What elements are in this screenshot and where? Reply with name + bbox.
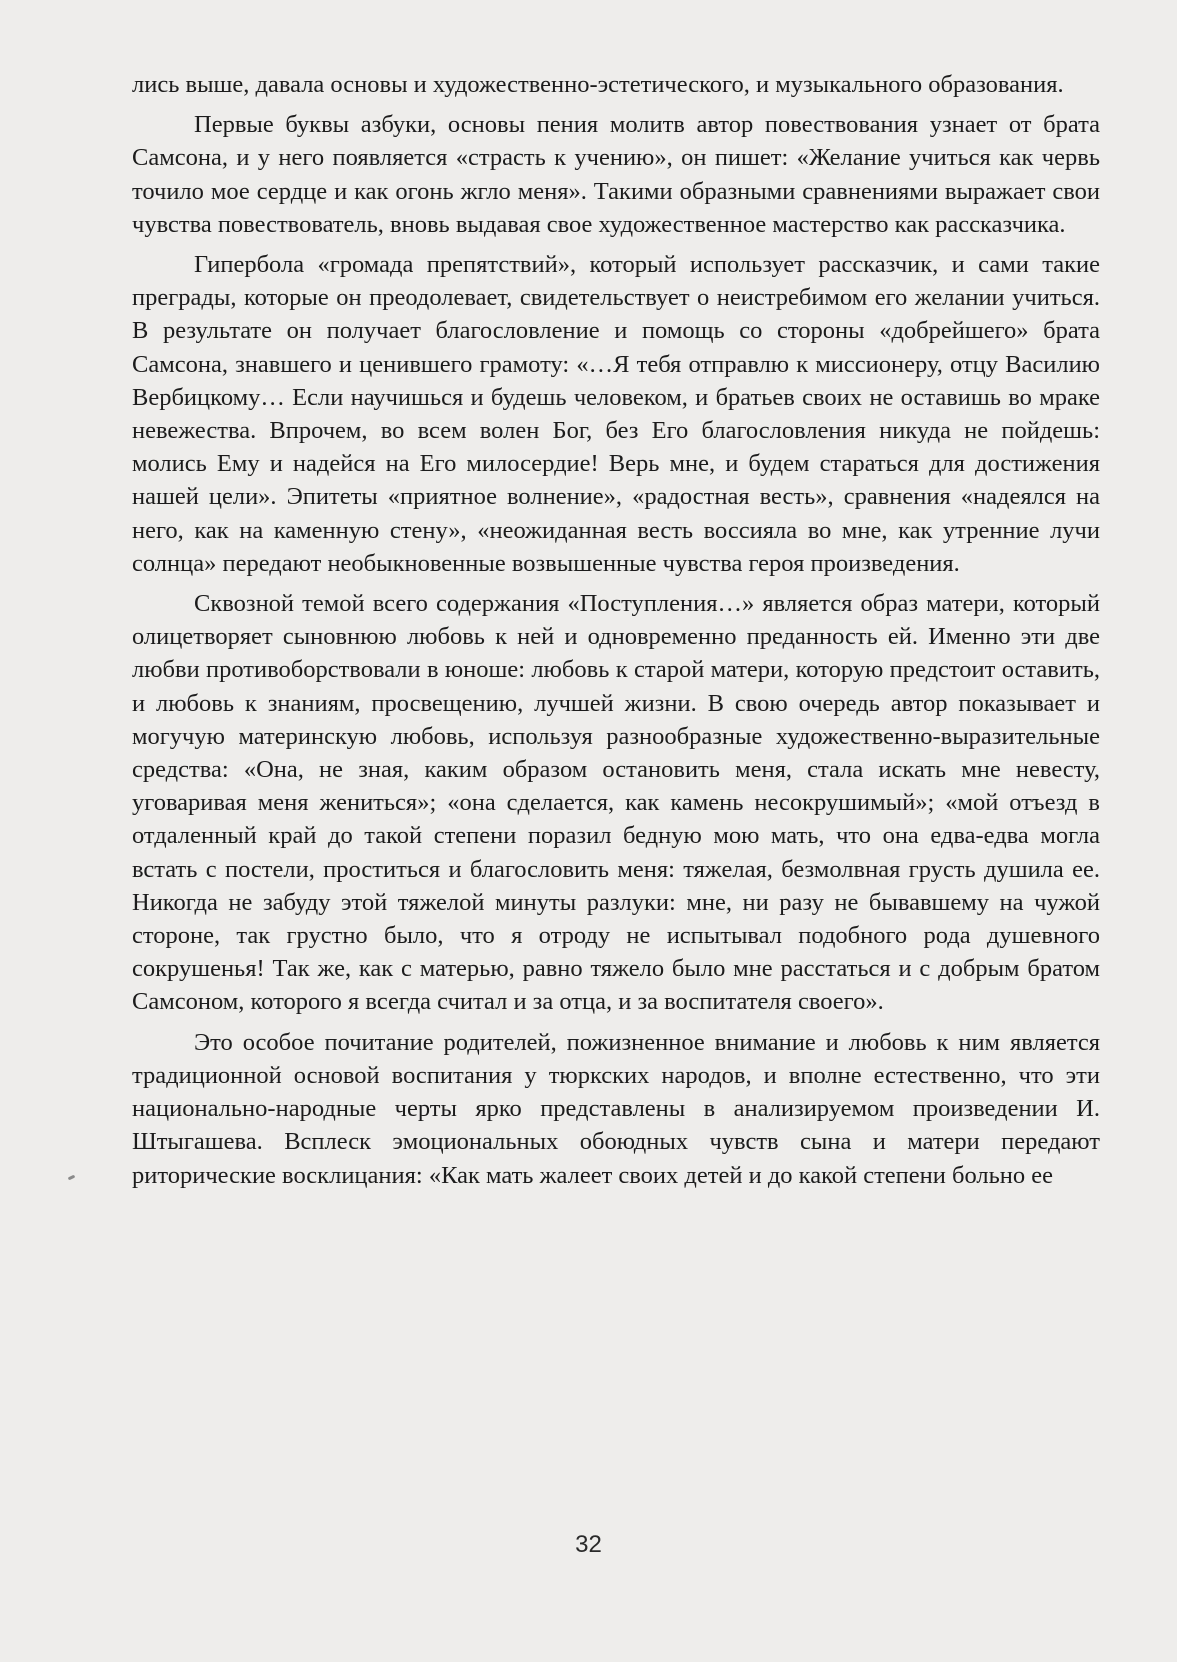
paragraph-3: Гипербола «громада препятствий», который использует рассказчик, и сами такие преграды, которые он преодолевает, свидетельствует о неистребимом его желании учиться. В результате он получает благословление и помощь со стороны «добрейшего» брата Самсона, знавшего и ценившего грамоту: «…Я тебя отправлю к миссионеру, отцу Василию Вербицкому… Если научишься и будешь человеком, и братьев своих не оставишь во мраке невежества. Впрочем, во всем волен Бог, без Его благословления никуда не пойдешь: молись Ему и надейся на Его милосердие! Верь мне, и будем стараться для достижения нашей цели». Эпитеты «приятное волнение», «радостная весть», сравнения «надеялся на него, как на каменную стену», «неожиданная весть воссияла во мне, как утренние лучи солнца» передают необыкновенные возвышенные чувства героя произведения. [132,251,1100,577]
paragraph-4: Сквозной темой всего содержания «Поступления…» является образ матери, который олицетворяет сыновнюю любовь к ней и одновременно преданность ей. Именно эти две любви противоборствовали в юноше: любовь к старой матери, которую предстоит оставить, и любовь к знаниям, просвещению, лучшей жизни. В свою очередь автор показывает и могучую материнскую любовь, используя разнообразные художественно-выразительные средства: «Она, не зная, каким образом остановить меня, стала искать мне невесту, уговаривая меня жениться»; «она сделается, как камень несокрушимый»; «мой отъезд в отдаленный край до такой степени поразил бедную мою мать, что она едва-едва могла встать с постели, проститься и благословить меня: тяжелая, безмолвная грусть душила ее. Никогда не забуду этой тяжелой минуты разлуки: мне, ни разу не бывавшему на чужой стороне, так грустно было, что я отроду не испытывал подобного рода душевного сокрушенья! Так же, как с матерью, равно тяжело было мне расстаться и с добрым братом Самсоном, которого я всегда считал и за отца, и за воспитателя своего». [132,590,1100,1016]
page-number: 32 [575,1531,602,1558]
paragraph-2: Первые буквы азбуки, основы пения молитв автор повествования узнает от брата Самсона, и у него появляется «страсть к учению», он пишет: «Желание учиться как червь точило мое сердце и как огонь жгло меня». Такими образными сравнениями выражает свои чувства повествователь, вновь выдавая свое художественное мастерство как рассказчика. [132,111,1100,238]
body-text [132,68,1100,1192]
paragraph-1: лись выше, давала основы и художественно-эстетического, и музыкального образования. [132,71,1064,98]
scan-speck [68,1175,76,1181]
paragraph-5: Это особое почитание родителей, пожизненное внимание и любовь к ним является традиционной основой воспитания у тюркских народов, и вполне естественно, что эти национально-народные черты ярко представлены в анализируемом произведении И. Штыгашева. Всплеск эмоциональных обоюдных чувств сына и матери передают риторические восклицания: «Как мать жалеет своих детей и до какой степени больно ее [132,1028,1100,1189]
